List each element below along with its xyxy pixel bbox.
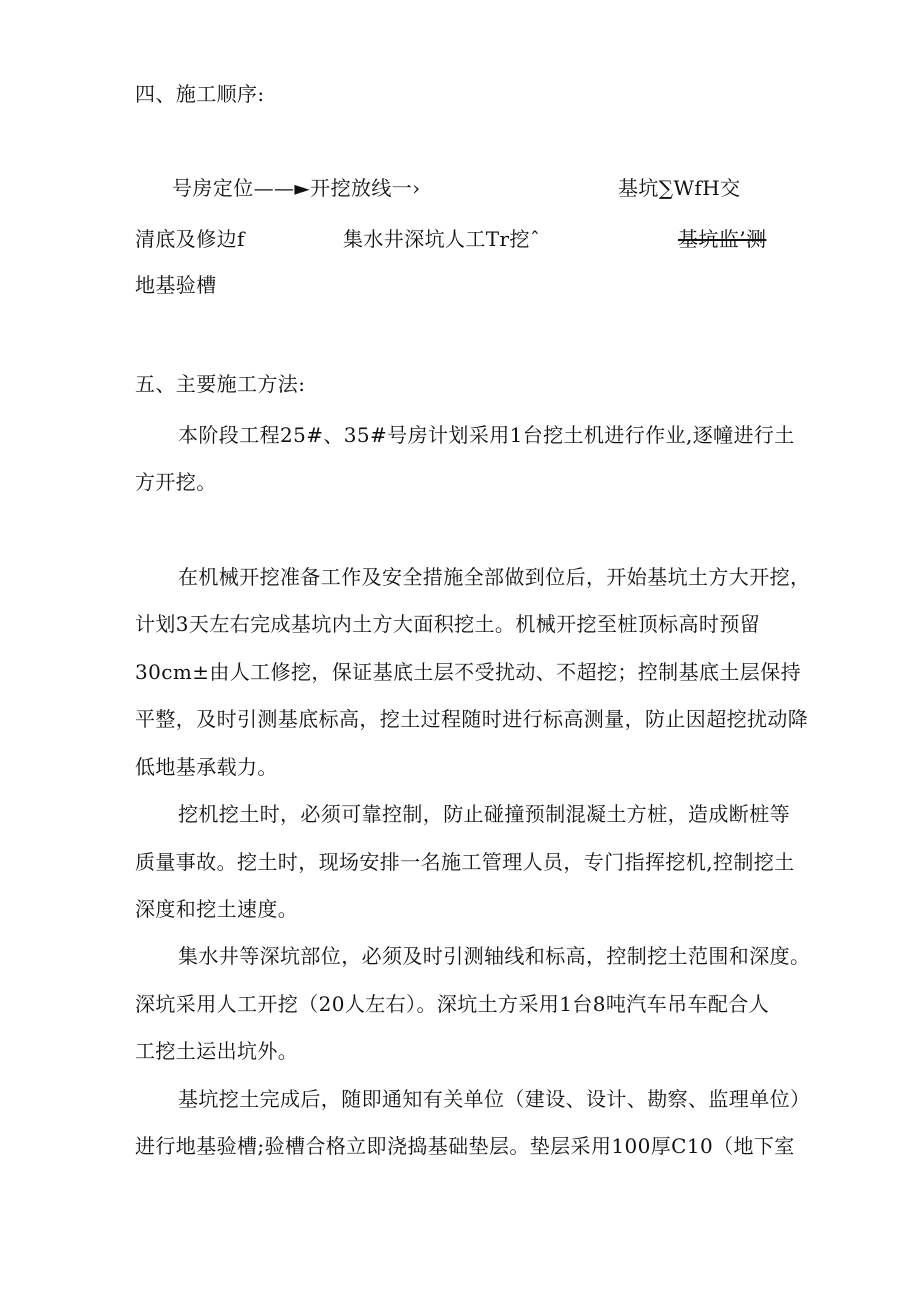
paragraph-line: 挖机挖土时，必须可靠控制，防止碰撞预制混凝土方桩，造成断桩等 [178, 802, 790, 826]
paragraph-line: 进行地基验槽;验槽合格立即浇捣基础垫层。垫层采用100厚C10（地下室 [135, 1134, 795, 1158]
paragraph-line: 低地基承载力。 [135, 755, 278, 779]
paragraph-line: 质量事故。挖土时，现场安排一名施工管理人员，专门指挥挖机,控制挖土 [135, 850, 795, 874]
paragraph-line: 在机械开挖准备工作及安全措施全部做到位后，开始基坑土方大开挖， [178, 565, 811, 589]
paragraph-line: 本阶段工程25#、35#号房计划采用1台挖土机进行作业,逐幢进行土 [178, 423, 795, 447]
paragraph-line: 平整，及时引测基底标高，挖土过程随时进行标高测量，防止因超挖扰动降 [135, 707, 809, 731]
flow-step-bottom-cleaning: 清底及修边f [135, 227, 245, 251]
paragraph-line: 基坑挖土完成后，随即通知有关单位（建设、设计、勘察、监理单位） [178, 1087, 811, 1111]
paragraph-line: 深度和挖土速度。 [135, 897, 299, 921]
paragraph-line: 计划3天左右完成基坑内土方大面积挖土。机械开挖至桩顶标高时预留 [135, 612, 761, 636]
flow-step-pit-excavation: 基坑∑WfH交 [618, 176, 741, 200]
paragraph-line: 深坑采用人工开挖（20人左右）。深坑土方采用1台8吨汽车吊车配合人 [135, 992, 770, 1016]
paragraph-line: 集水井等深坑部位，必须及时引测轴线和标高，控制挖土范围和深度。 [178, 944, 811, 968]
flow-step-sump-digging: 集水井深坑人工Tr挖ˆ [343, 227, 541, 251]
flow-step-pit-monitoring: 基坑监’测 [678, 227, 767, 251]
flow-step-foundation-inspection: 地基验槽 [135, 273, 217, 297]
paragraph-line: 30cm±由人工修挖，保证基底土层不受扰动、不超挖；控制基底土层保持 [135, 660, 801, 684]
flow-step-positioning: 号房定位——►开挖放线一› [172, 176, 421, 200]
section-5-heading: 五、主要施工方法: [135, 372, 306, 396]
section-4-heading: 四、施工顺序: [135, 82, 265, 106]
paragraph-line: 工挖土运出坑外。 [135, 1039, 299, 1063]
paragraph-line: 方开挖。 [135, 470, 217, 494]
